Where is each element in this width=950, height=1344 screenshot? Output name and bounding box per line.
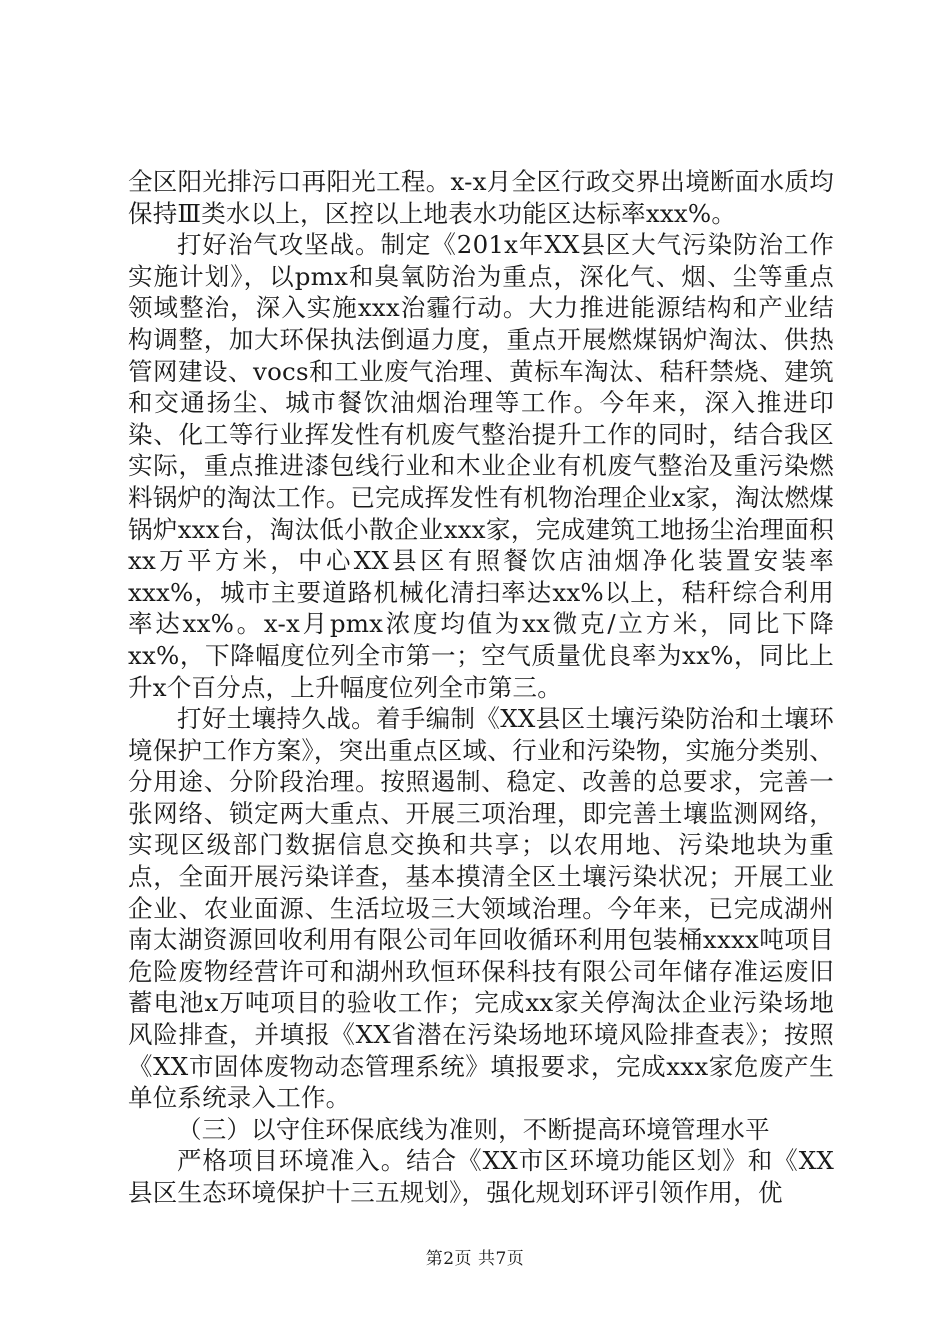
paragraph-project-access: 严格项目环境准入。结合《XX市区环境功能区划》和《XX县区生态环境保护十三五规划》，强化规划环评引领作用，优 xyxy=(128,1146,834,1207)
section-heading: （三）以守住环保底线为准则，不断提高环境管理水平 xyxy=(177,1114,770,1144)
paragraph-continuation: 全区阳光排污口再阳光工程。x-x月全区行政交界出境断面水质均保持Ⅲ类水以上，区控以上地表水功能区达标率xxx%。 xyxy=(128,167,834,228)
page-number-footer: 第2页 共7页 xyxy=(425,1249,525,1269)
paragraph-air-pollution: 打好治气攻坚战。制定《201x年XX县区大气污染防治工作实施计划》，以pmx和臭氧防治为重点，深化气、烟、尘等重点领域整治，深入实施xxx治霾行动。大力推进能源结构和产业结构调整，加大环保执法倒逼力度，重点开展燃煤锅炉淘汰、供热管网建设、vocs和工业废气治理、黄标车淘汰、秸秆禁烧、建筑和交通扬尘、城市餐饮油烟治理等工作。今年来，深入推进印染、化工等行业挥发性有机废气整治提升工作的同时，结合我区实际，重点推进漆包线行业和木业企业有机废气整治及重污染燃料锅炉的淘汰工作。已完成挥发性有机物治理企业x家，淘汰燃煤锅炉xxx台，淘汰低小散企业xxx家，完成建筑工地扬尘治理面积xx万平方米，中心XX县区有照餐饮店油烟净化装置安装率xxx%，城市主要道路机械化清扫率达xx%以上，秸秆综合利用率达xx%。x-x月pmx浓度均值为xx微克/立方米，同比下降xx%，下降幅度位列全市第一；空气质量优良率为xx%，同比上升x个百分点，上升幅度位列全市第三。 xyxy=(128,230,834,702)
paragraph-soil-pollution: 打好土壤持久战。着手编制《XX县区土壤污染防治和土壤环境保护工作方案》，突出重点区域、行业和污染物，实施分类别、分用途、分阶段治理。按照遏制、稳定、改善的总要求，完善一张网络、锁定两大重点、开展三项治理，即完善土壤监测网络，实现区级部门数据信息交换和共享；以农用地、污染地块为重点，全面开展污染详查，基本摸清全区土壤污染状况；开展工业企业、农业面源、生活垃圾三大领域治理。今年来，已完成湖州南太湖资源回收利用有限公司年回收循环利用包装桶xxxx吨项目危险废物经营许可和湖州玖恒环保科技有限公司年储存准运废旧蓄电池x万吨项目的验收工作；完成xx家关停淘汰企业污染场地风险排查，并填报《XX省潜在污染场地环境风险排查表》；按照《XX市固体废物动态管理系统》填报要求，完成xxx家危废产生单位系统录入工作。 xyxy=(128,704,834,1113)
document-body xyxy=(128,166,834,1209)
